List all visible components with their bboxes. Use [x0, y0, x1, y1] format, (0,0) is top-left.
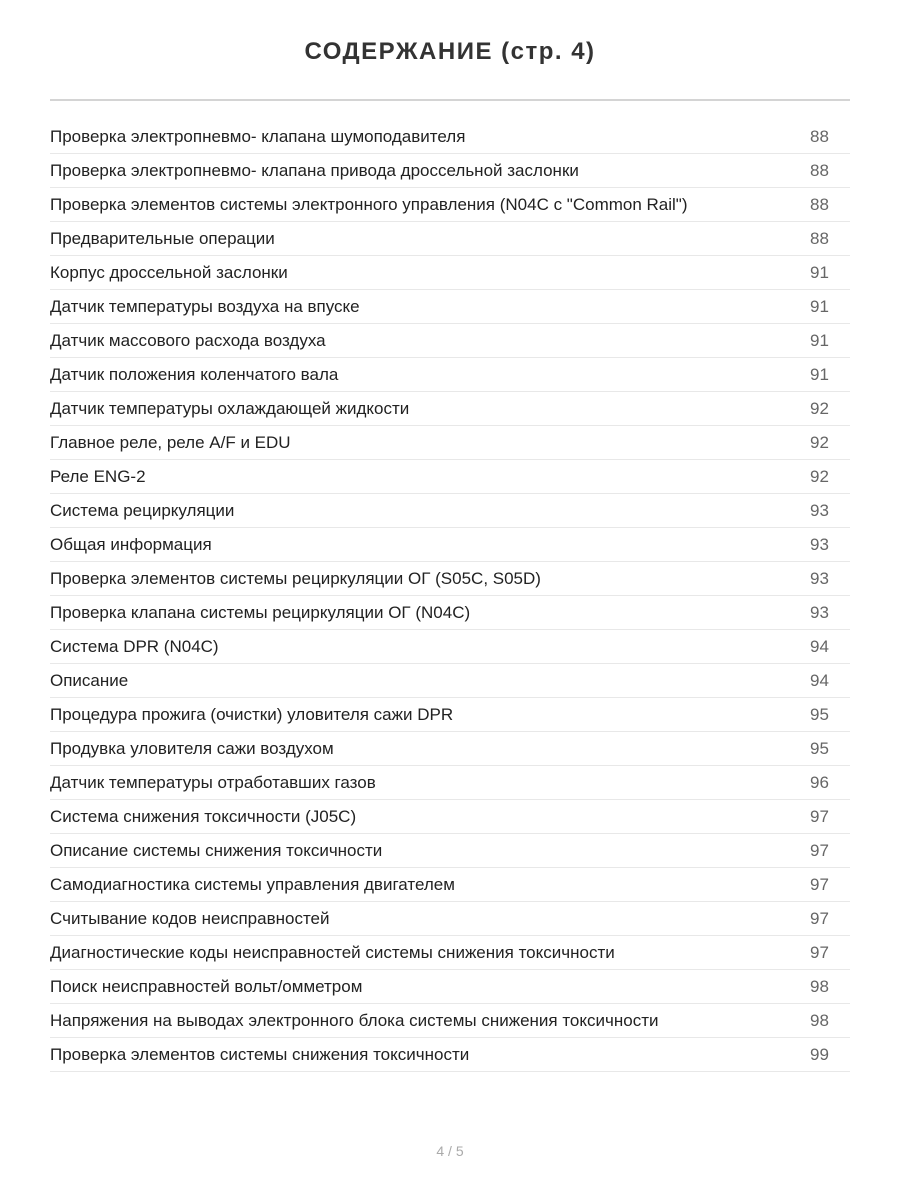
toc-entry-page: 92 [810, 432, 829, 452]
toc-entry-page: 97 [810, 942, 829, 962]
toc-entry[interactable] [50, 460, 850, 494]
toc-entry-page: 98 [810, 976, 829, 996]
toc-entry[interactable] [50, 290, 850, 324]
toc-entry-title: Диагностические коды неисправностей системы снижения токсичности [50, 942, 615, 962]
toc-entry[interactable] [50, 1004, 850, 1038]
toc-entry[interactable] [50, 834, 850, 868]
toc-entry[interactable] [50, 528, 850, 562]
toc-entry-page: 96 [810, 772, 829, 792]
toc-entry-page: 94 [810, 670, 829, 690]
toc-entry-page: 99 [810, 1044, 829, 1064]
toc-entry[interactable] [50, 256, 850, 290]
toc-entry-title: Реле ENG-2 [50, 466, 146, 486]
toc-entry-title: Проверка электропневмо- клапана привода дроссельной заслонки [50, 160, 579, 180]
toc-entry[interactable] [50, 902, 850, 936]
toc-entry-page: 88 [810, 194, 829, 214]
toc-entry-title: Проверка клапана системы рециркуляции ОГ (N04C) [50, 602, 471, 622]
toc-entry[interactable] [50, 188, 850, 222]
toc-entry-title: Проверка элементов системы электронного управления (N04C с "Common Rail") [50, 194, 688, 214]
toc-entry-page: 91 [810, 262, 829, 282]
toc-entry-page: 93 [810, 602, 829, 622]
toc-entry-title: Считывание кодов неисправностей [50, 908, 330, 928]
toc-entry-title: Описание [50, 670, 129, 690]
toc-entry-page: 92 [810, 398, 829, 418]
toc-entry-title: Система рециркуляции [50, 500, 235, 520]
toc-entry[interactable] [50, 562, 850, 596]
toc-entry-title: Датчик массового расхода воздуха [50, 330, 326, 350]
toc-entry-page: 97 [810, 840, 829, 860]
toc-entry-title: Самодиагностика системы управления двигателем [50, 874, 455, 894]
toc-entry[interactable] [50, 358, 850, 392]
toc-entry[interactable] [50, 630, 850, 664]
toc-entry-page: 94 [810, 636, 829, 656]
toc-entry[interactable] [50, 698, 850, 732]
toc-entry[interactable] [50, 936, 850, 970]
toc-entry[interactable] [50, 732, 850, 766]
toc-entry-page: 93 [810, 534, 829, 554]
table-of-contents [50, 120, 850, 1072]
toc-entry-page: 93 [810, 568, 829, 588]
toc-entry-page: 88 [810, 228, 829, 248]
toc-entry[interactable] [50, 664, 850, 698]
toc-entry-title: Проверка элементов системы снижения токсичности [50, 1044, 470, 1064]
toc-entry-page: 97 [810, 806, 829, 826]
toc-entry[interactable] [50, 970, 850, 1004]
toc-entry-title: Поиск неисправностей вольт/омметром [50, 976, 363, 996]
toc-entry-title: Датчик температуры охлаждающей жидкости [50, 398, 410, 418]
page-title: СОДЕРЖАНИЕ (стр. 4) [304, 38, 596, 65]
toc-entry-title: Проверка электропневмо- клапана шумоподавителя [50, 126, 466, 146]
toc-entry-page: 88 [810, 126, 829, 146]
toc-entry-page: 97 [810, 908, 829, 928]
toc-entry-page: 91 [810, 330, 829, 350]
toc-entry[interactable] [50, 120, 850, 154]
toc-entry-title: Процедура прожига (очистки) уловителя сажи DPR [50, 704, 454, 724]
toc-entry-title: Общая информация [50, 534, 212, 554]
toc-entry-title: Система DPR (N04C) [50, 636, 219, 656]
toc-entry-title: Напряжения на выводах электронного блока системы снижения токсичности [50, 1010, 659, 1030]
toc-entry-title: Предварительные операции [50, 228, 275, 248]
toc-entry[interactable] [50, 1038, 850, 1072]
toc-entry[interactable] [50, 426, 850, 460]
toc-entry[interactable] [50, 392, 850, 426]
toc-entry[interactable] [50, 324, 850, 358]
toc-entry-page: 92 [810, 466, 829, 486]
toc-entry-title: Описание системы снижения токсичности [50, 840, 383, 860]
toc-entry-title: Главное реле, реле A/F и EDU [50, 432, 291, 452]
title-divider [50, 99, 850, 101]
toc-entry[interactable] [50, 222, 850, 256]
toc-entry-title: Датчик температуры воздуха на впуске [50, 296, 360, 316]
toc-entry-title: Продувка уловителя сажи воздухом [50, 738, 334, 758]
toc-entry-title: Корпус дроссельной заслонки [50, 262, 288, 282]
toc-entry-page: 91 [810, 296, 829, 316]
toc-entry[interactable] [50, 596, 850, 630]
toc-entry-page: 95 [810, 738, 829, 758]
toc-entry-title: Датчик температуры отработавших газов [50, 772, 376, 792]
toc-entry-title: Система снижения токсичности (J05C) [50, 806, 357, 826]
toc-entry-page: 95 [810, 704, 829, 724]
toc-entry-title: Проверка элементов системы рециркуляции ОГ (S05C, S05D) [50, 568, 541, 588]
toc-entry-page: 88 [810, 160, 829, 180]
toc-entry[interactable] [50, 766, 850, 800]
toc-entry-page: 98 [810, 1010, 829, 1030]
toc-entry[interactable] [50, 800, 850, 834]
toc-entry[interactable] [50, 154, 850, 188]
toc-entry-page: 97 [810, 874, 829, 894]
toc-entry[interactable] [50, 868, 850, 902]
toc-entry[interactable] [50, 494, 850, 528]
toc-entry-title: Датчик положения коленчатого вала [50, 364, 339, 384]
toc-entry-page: 91 [810, 364, 829, 384]
toc-entry-page: 93 [810, 500, 829, 520]
page-indicator: 4 / 5 [436, 1143, 464, 1159]
